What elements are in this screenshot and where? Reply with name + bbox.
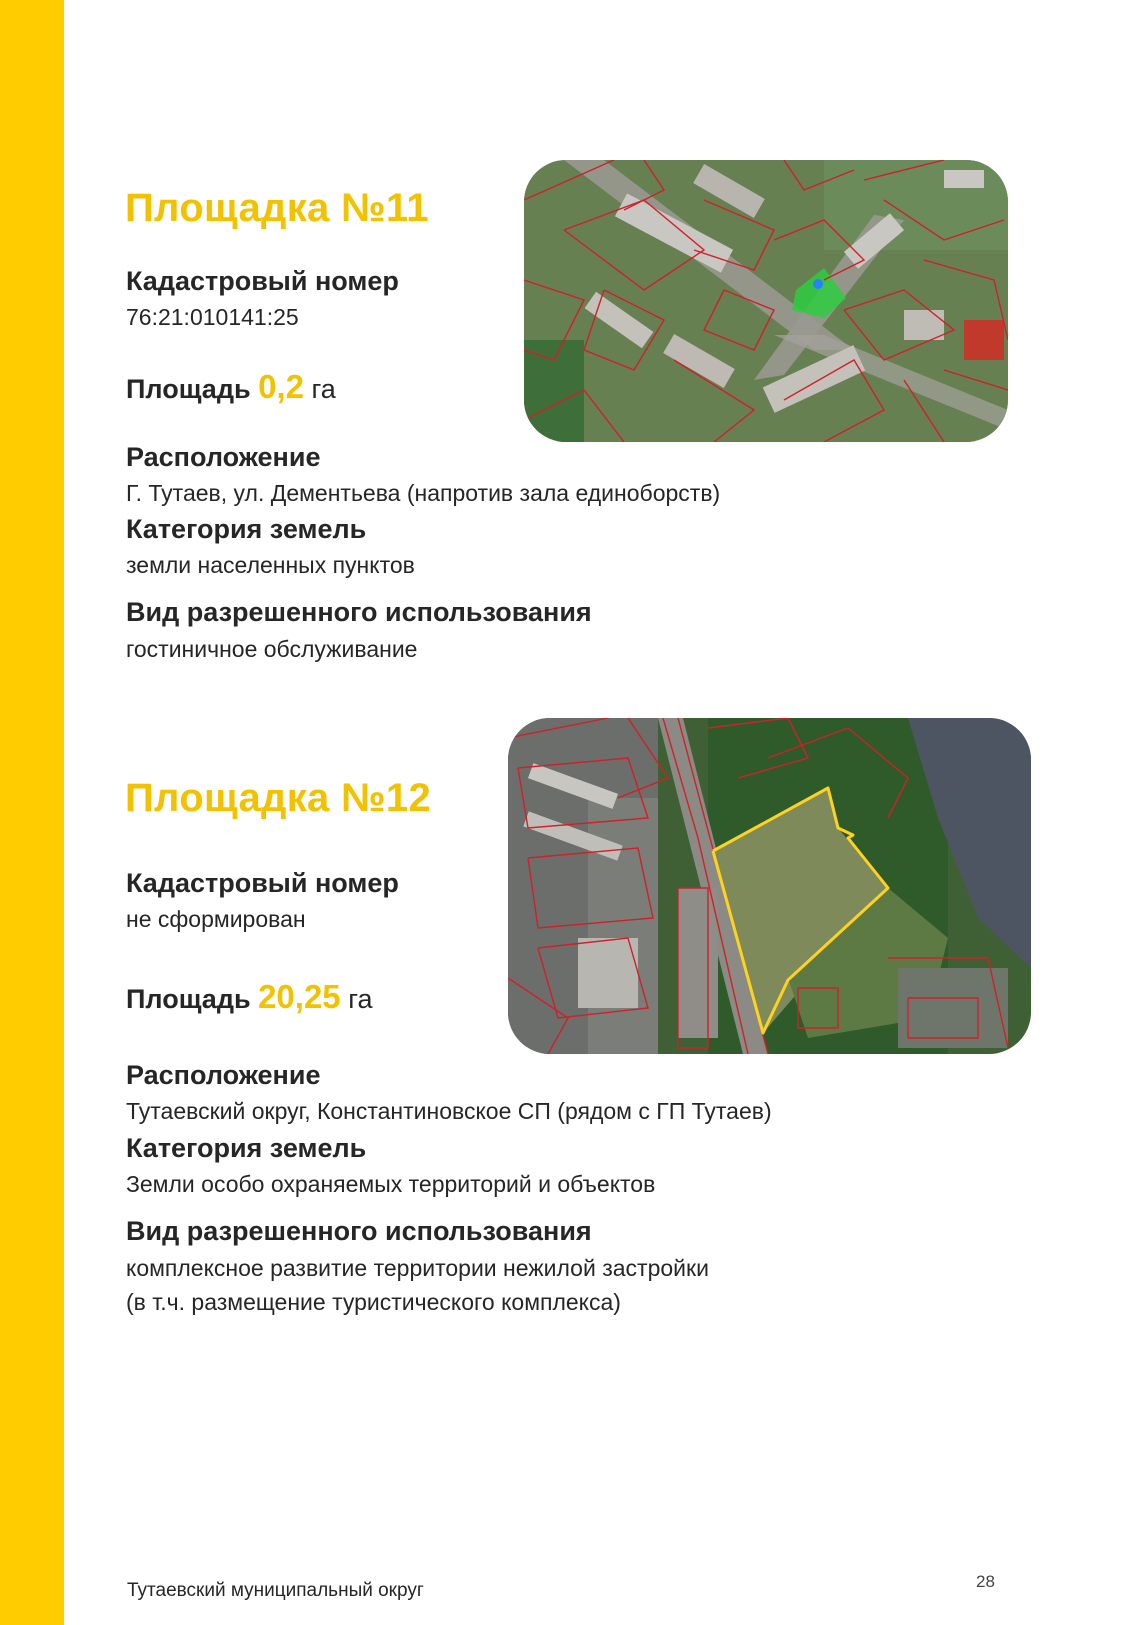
area-row [126, 978, 372, 1016]
accent-side-bar [0, 0, 64, 1625]
category-value: Земли особо охраняемых территорий и объектов [126, 1171, 656, 1197]
area-label: Площадь [126, 374, 251, 404]
site-title: Площадка №12 [125, 776, 432, 820]
category-value: земли населенных пунктов [126, 552, 415, 578]
usage-value-line-1: комплексное развитие территории нежилой застройки [126, 1255, 709, 1281]
cadastral-label: Кадастровый номер [126, 868, 399, 898]
location-label: Расположение [126, 442, 321, 472]
category-label: Категория земель [126, 1133, 367, 1163]
location-label: Расположение [126, 1060, 321, 1090]
area-unit: га [348, 984, 373, 1014]
cadastral-label: Кадастровый номер [126, 266, 399, 296]
usage-label: Вид разрешенного использования [126, 1216, 592, 1246]
cadastral-map-site-12 [508, 718, 1031, 1054]
page-number: 28 [976, 1572, 995, 1591]
area-value: 0,2 [258, 368, 304, 405]
site-title: Площадка №11 [125, 186, 429, 230]
area-row [126, 368, 336, 406]
cadastral-value: не сформирован [126, 906, 306, 932]
footer-org-name: Тутаевский муниципальный округ [127, 1580, 424, 1601]
area-unit: га [311, 374, 336, 404]
aerial-map-icon [508, 718, 1031, 1054]
location-value: Г. Тутаев, ул. Дементьева (напротив зала единоборств) [126, 480, 721, 506]
usage-label: Вид разрешенного использования [126, 597, 592, 627]
cadastral-map-site-11 [524, 160, 1008, 442]
area-value: 20,25 [258, 978, 341, 1015]
aerial-map-icon [524, 160, 1008, 442]
category-label: Категория земель [126, 514, 367, 544]
usage-value: гостиничное обслуживание [126, 636, 418, 662]
area-label: Площадь [126, 984, 251, 1014]
cadastral-value: 76:21:010141:25 [126, 304, 299, 330]
location-value: Тутаевский округ, Константиновское СП (рядом с ГП Тутаев) [126, 1098, 772, 1124]
usage-value-line-2: (в т.ч. размещение туристического комплекса) [126, 1289, 621, 1315]
